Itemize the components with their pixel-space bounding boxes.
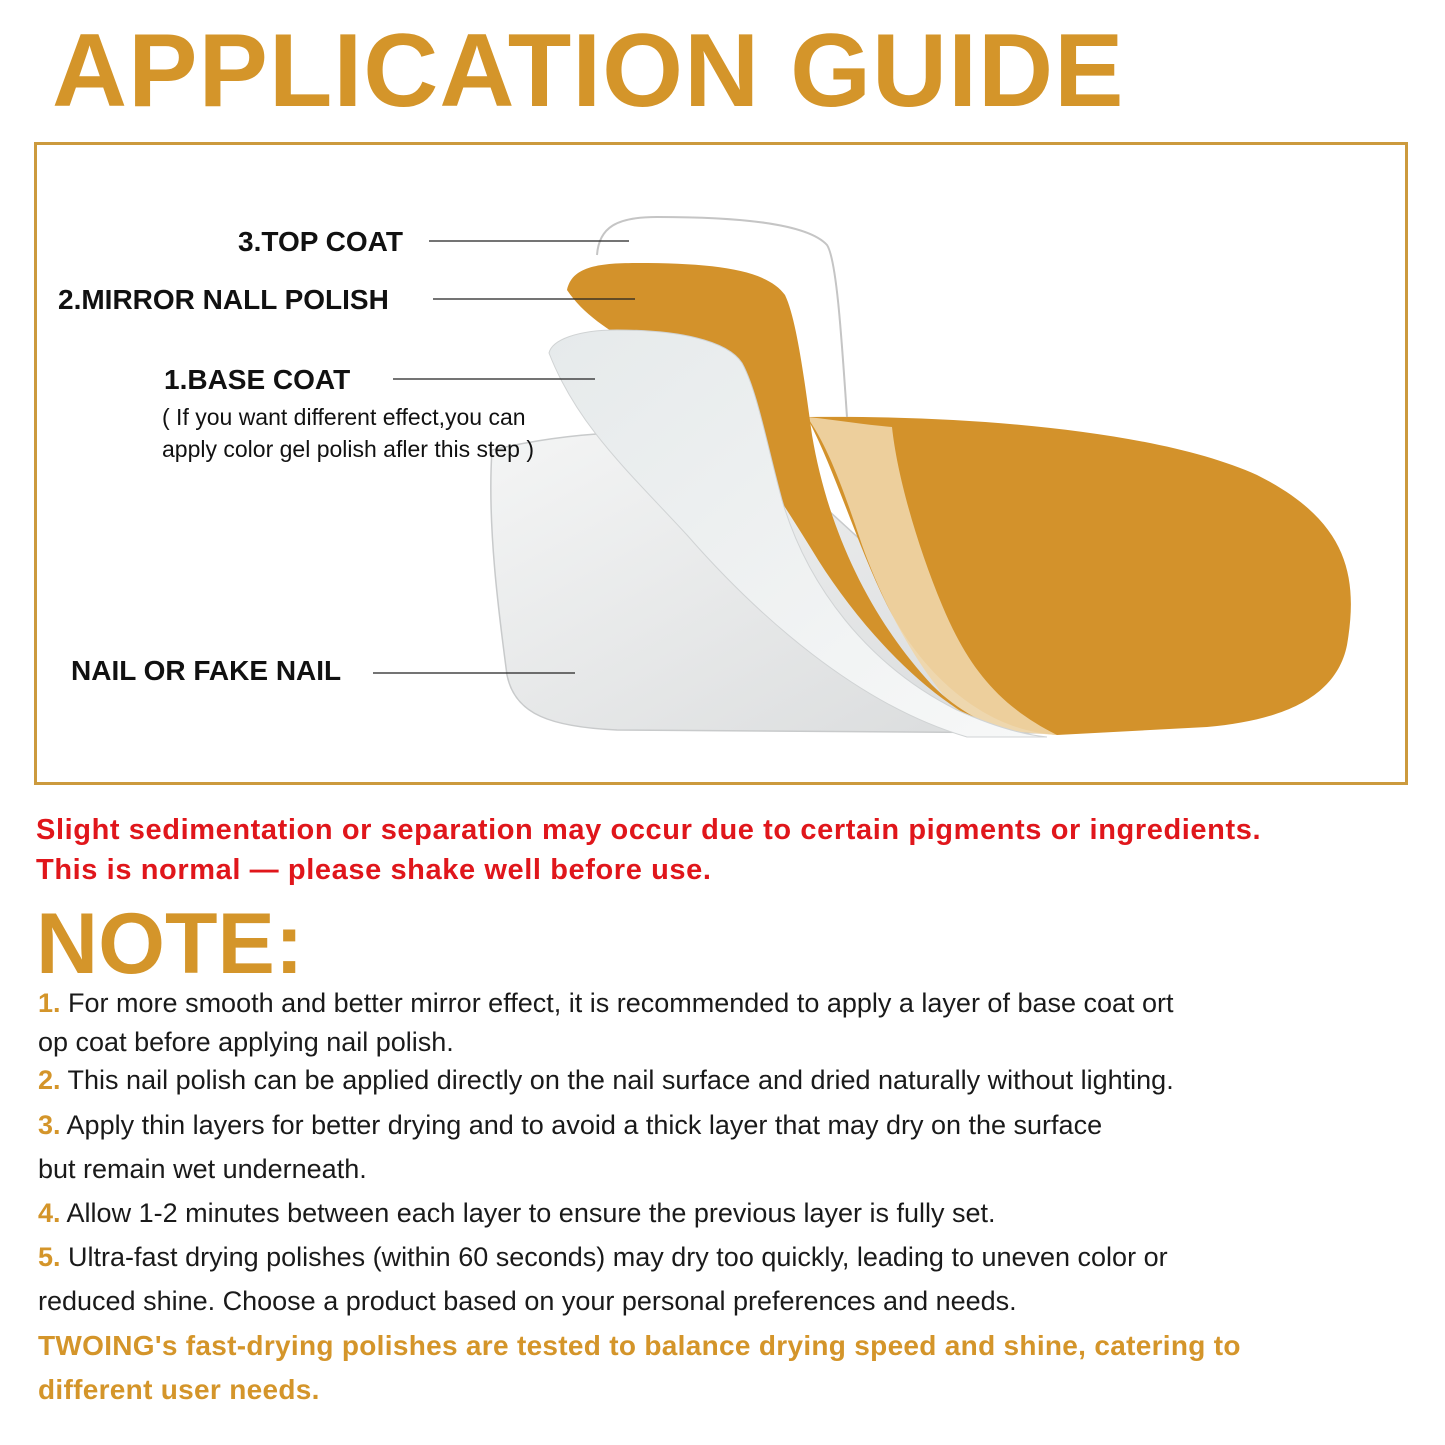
note-item-number: 2. — [38, 1065, 61, 1095]
note-item-number: 1. — [38, 988, 61, 1018]
brand-line-1: TWOING's fast-drying polishes are tested to balance drying speed and shine, catering to — [38, 1330, 1241, 1361]
note-item-1-line-1: 1. For more smooth and better mirror effect, it is recommended to apply a layer of base coat ort — [38, 988, 1174, 1018]
note-item-5-line-2: reduced shine. Choose a product based on your personal preferences and needs. — [38, 1286, 1017, 1316]
note-item-3-line-2: but remain wet underneath. — [38, 1154, 367, 1184]
label-top-coat: 3.TOP COAT — [238, 226, 403, 257]
label-mirror-polish: 2.MIRROR NALL POLISH — [58, 284, 389, 315]
note-item-number: 5. — [38, 1242, 61, 1272]
note-item-1-line-2: op coat before applying nail polish. — [38, 1027, 454, 1057]
label-nail: NAIL OR FAKE NAIL — [71, 655, 342, 686]
label-base-coat: 1.BASE COAT — [164, 364, 351, 395]
brand-line-2: different user needs. — [38, 1374, 320, 1405]
note-title: NOTE: — [36, 896, 304, 992]
base-coat-note-2: apply color gel polish afler this step ) — [162, 436, 535, 462]
note-item-4-line-1: 4. Allow 1-2 minutes between each layer to ensure the previous layer is fully set. — [38, 1198, 996, 1228]
page-title: APPLICATION GUIDE — [52, 13, 1125, 129]
warning-line-2: This is normal — please shake well before use. — [36, 854, 712, 886]
note-item-number: 3. — [38, 1110, 61, 1140]
note-item-5-line-1: 5. Ultra-fast drying polishes (within 60 seconds) may dry too quickly, leading to uneven color or — [38, 1242, 1168, 1272]
diagram-frame — [34, 142, 1408, 785]
warning-line-1: Slight sedimentation or separation may occur due to certain pigments or ingredients. — [36, 814, 1262, 846]
base-coat-note-1: ( If you want different effect,you can — [162, 404, 526, 430]
note-item-3-line-1: 3. Apply thin layers for better drying and to avoid a thick layer that may dry on the surface — [38, 1110, 1103, 1140]
note-item-2-line-1: 2. This nail polish can be applied directly on the nail surface and dried naturally without lighting. — [38, 1065, 1174, 1095]
shake-warning — [36, 810, 1261, 890]
note-item-number: 4. — [38, 1198, 61, 1228]
